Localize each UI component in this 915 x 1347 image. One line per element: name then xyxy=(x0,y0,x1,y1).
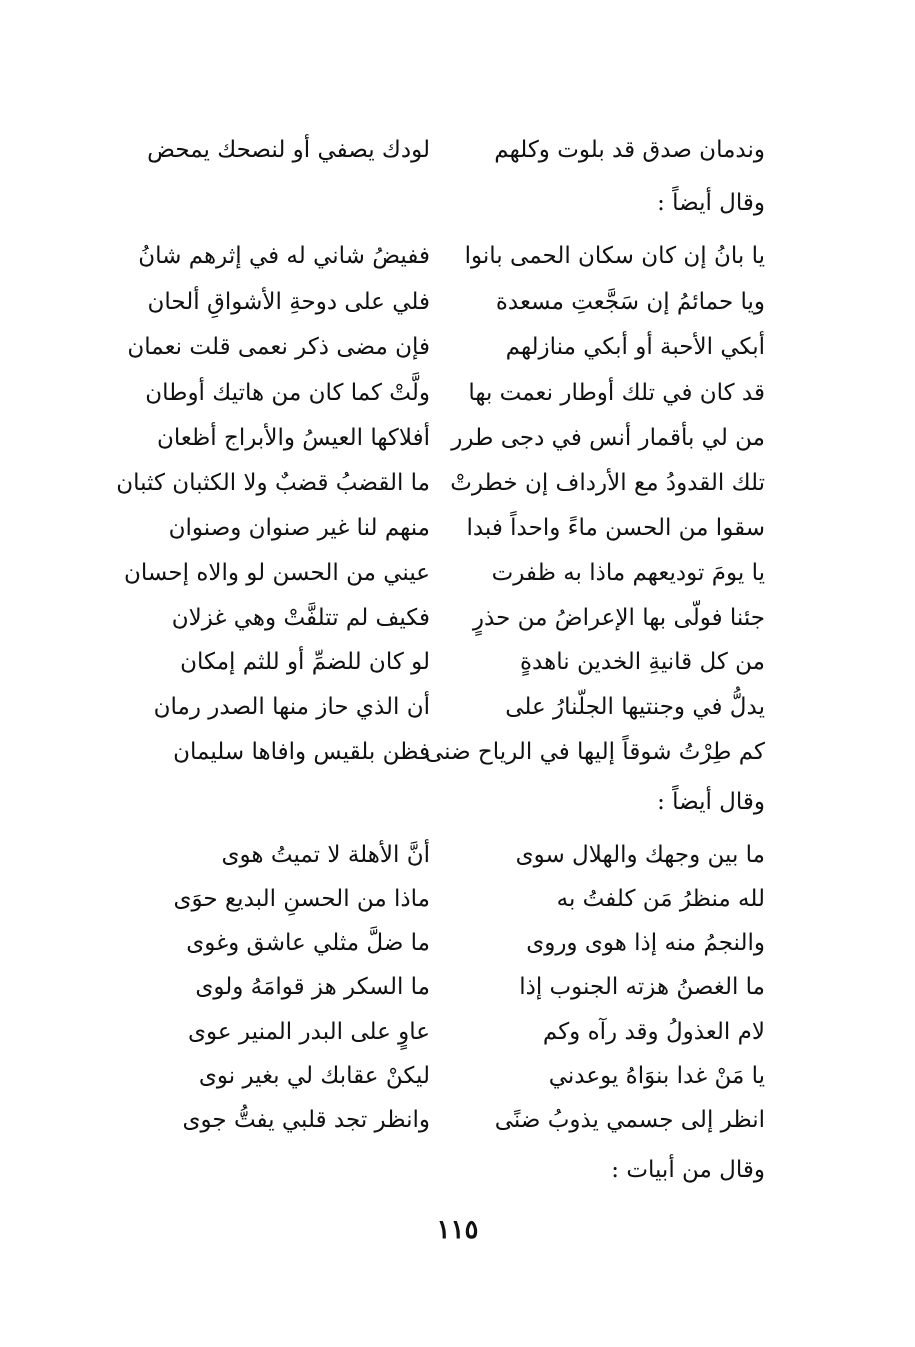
verse-first-half: يا بانُ إن كان سكان الحمى بانوا xyxy=(464,243,765,269)
verse-first-half: قد كان في تلك أوطار نعمت بها xyxy=(468,380,765,406)
section-heading: وقال أيضاً : xyxy=(657,789,765,815)
verse-first-half: يدلُّ في وجنتيها الجلّنارُ على xyxy=(505,694,765,720)
verse-second-half: لو كان للضمِّ أو للثم إمكان xyxy=(180,649,430,675)
verse-second-half: وانظر تجد قلبي يفتُّ جوى xyxy=(182,1107,430,1133)
verse-second-half: عاوٍ على البدر المنير عوى xyxy=(188,1019,430,1045)
verse-second-half: ما القضبُ قضبٌ ولا الكثبان كثبان xyxy=(116,470,430,496)
verse-second-half: ولَّتْ كما كان من هاتيك أوطان xyxy=(145,380,430,406)
verse-first-half: ويا حمائمُ إن سَجَّعتِ مسعدة xyxy=(495,289,765,315)
verse-second-half: ما ضلَّ مثلي عاشق وغوى xyxy=(186,930,430,956)
verse-first-half: جئنا فولّى بها الإعراضُ من حذرٍ xyxy=(472,605,765,631)
verse-first-half: لام العذولُ وقد رآه وكم xyxy=(542,1019,765,1045)
verse-second-half: منهم لنا غير صنوان وصنوان xyxy=(168,515,430,541)
opening-verse-first-half: وندمان صدق قد بلوت وكلهم xyxy=(494,137,765,163)
verse-first-half: ما بين وجهك والهلال سوى xyxy=(515,842,765,868)
section-heading: وقال أيضاً : xyxy=(657,190,765,216)
verse-second-half: ما السكر هز قوامَهُ ولوى xyxy=(195,974,430,1000)
verse-second-half: أن الذي حاز منها الصدر رمان xyxy=(153,694,430,720)
opening-verse-second-half: لودك يصفي أو لنصحك يمحض xyxy=(147,137,430,163)
section-heading: وقال من أبيات : xyxy=(611,1157,765,1183)
verse-first-half: ما الغصنُ هزته الجنوب إذا xyxy=(519,974,765,1000)
verse-first-half: من كل قانيةِ الخدين ناهدةٍ xyxy=(519,649,765,675)
verse-second-half: ليكنْ عقابك لي بغير نوى xyxy=(198,1063,430,1089)
verse-second-half: فكيف لم تتلفَّتْ وهي غزلان xyxy=(171,605,430,631)
verse-second-half: عيني من الحسن لو والاه إحسان xyxy=(123,560,430,586)
verse-first-half: من لي بأقمار أنس في دجى طرر xyxy=(451,425,765,451)
verse-first-half: انظر إلى جسمي يذوبُ ضنًى xyxy=(494,1107,765,1133)
verse-second-half: ففيضُ شاني له في إثرهم شانُ xyxy=(138,243,430,269)
verse-second-half: فلي على دوحةِ الأشواقِ ألحان xyxy=(147,289,430,315)
verse-second-half: فظن بلقيس وافاها سليمان xyxy=(173,739,430,765)
verse-second-half: فإن مضى ذكر نعمى قلت نعمان xyxy=(127,334,430,360)
page-number: ١١٥ xyxy=(436,1215,479,1245)
verse-first-half: لله منظرُ مَن كلفتُ به xyxy=(556,886,765,912)
verse-first-half: سقوا من الحسن ماءً واحداً فبدا xyxy=(466,515,765,541)
verse-first-half: يا مَنْ غدا بنوَاهُ يوعدني xyxy=(548,1063,765,1089)
verse-first-half: يا يومَ توديعهم ماذا به ظفرت xyxy=(491,560,765,586)
verse-second-half: ماذا من الحسنِ البديع حوَى xyxy=(173,886,430,912)
verse-first-half: أبكي الأحبة أو أبكي منازلهم xyxy=(505,334,765,360)
verse-second-half: أفلاكها العيسُ والأبراج أظعان xyxy=(157,425,430,451)
verse-first-half: تلك القدودُ مع الأرداف إن خطرتْ xyxy=(450,470,765,496)
verse-second-half: أنَّ الأهلة لا تميتُ هوى xyxy=(221,842,430,868)
verse-first-half: كم طِرْتُ شوقاً إليها في الرياح ضنى xyxy=(424,739,765,765)
verse-first-half: والنجمُ منه إذا هوى وروى xyxy=(526,930,765,956)
